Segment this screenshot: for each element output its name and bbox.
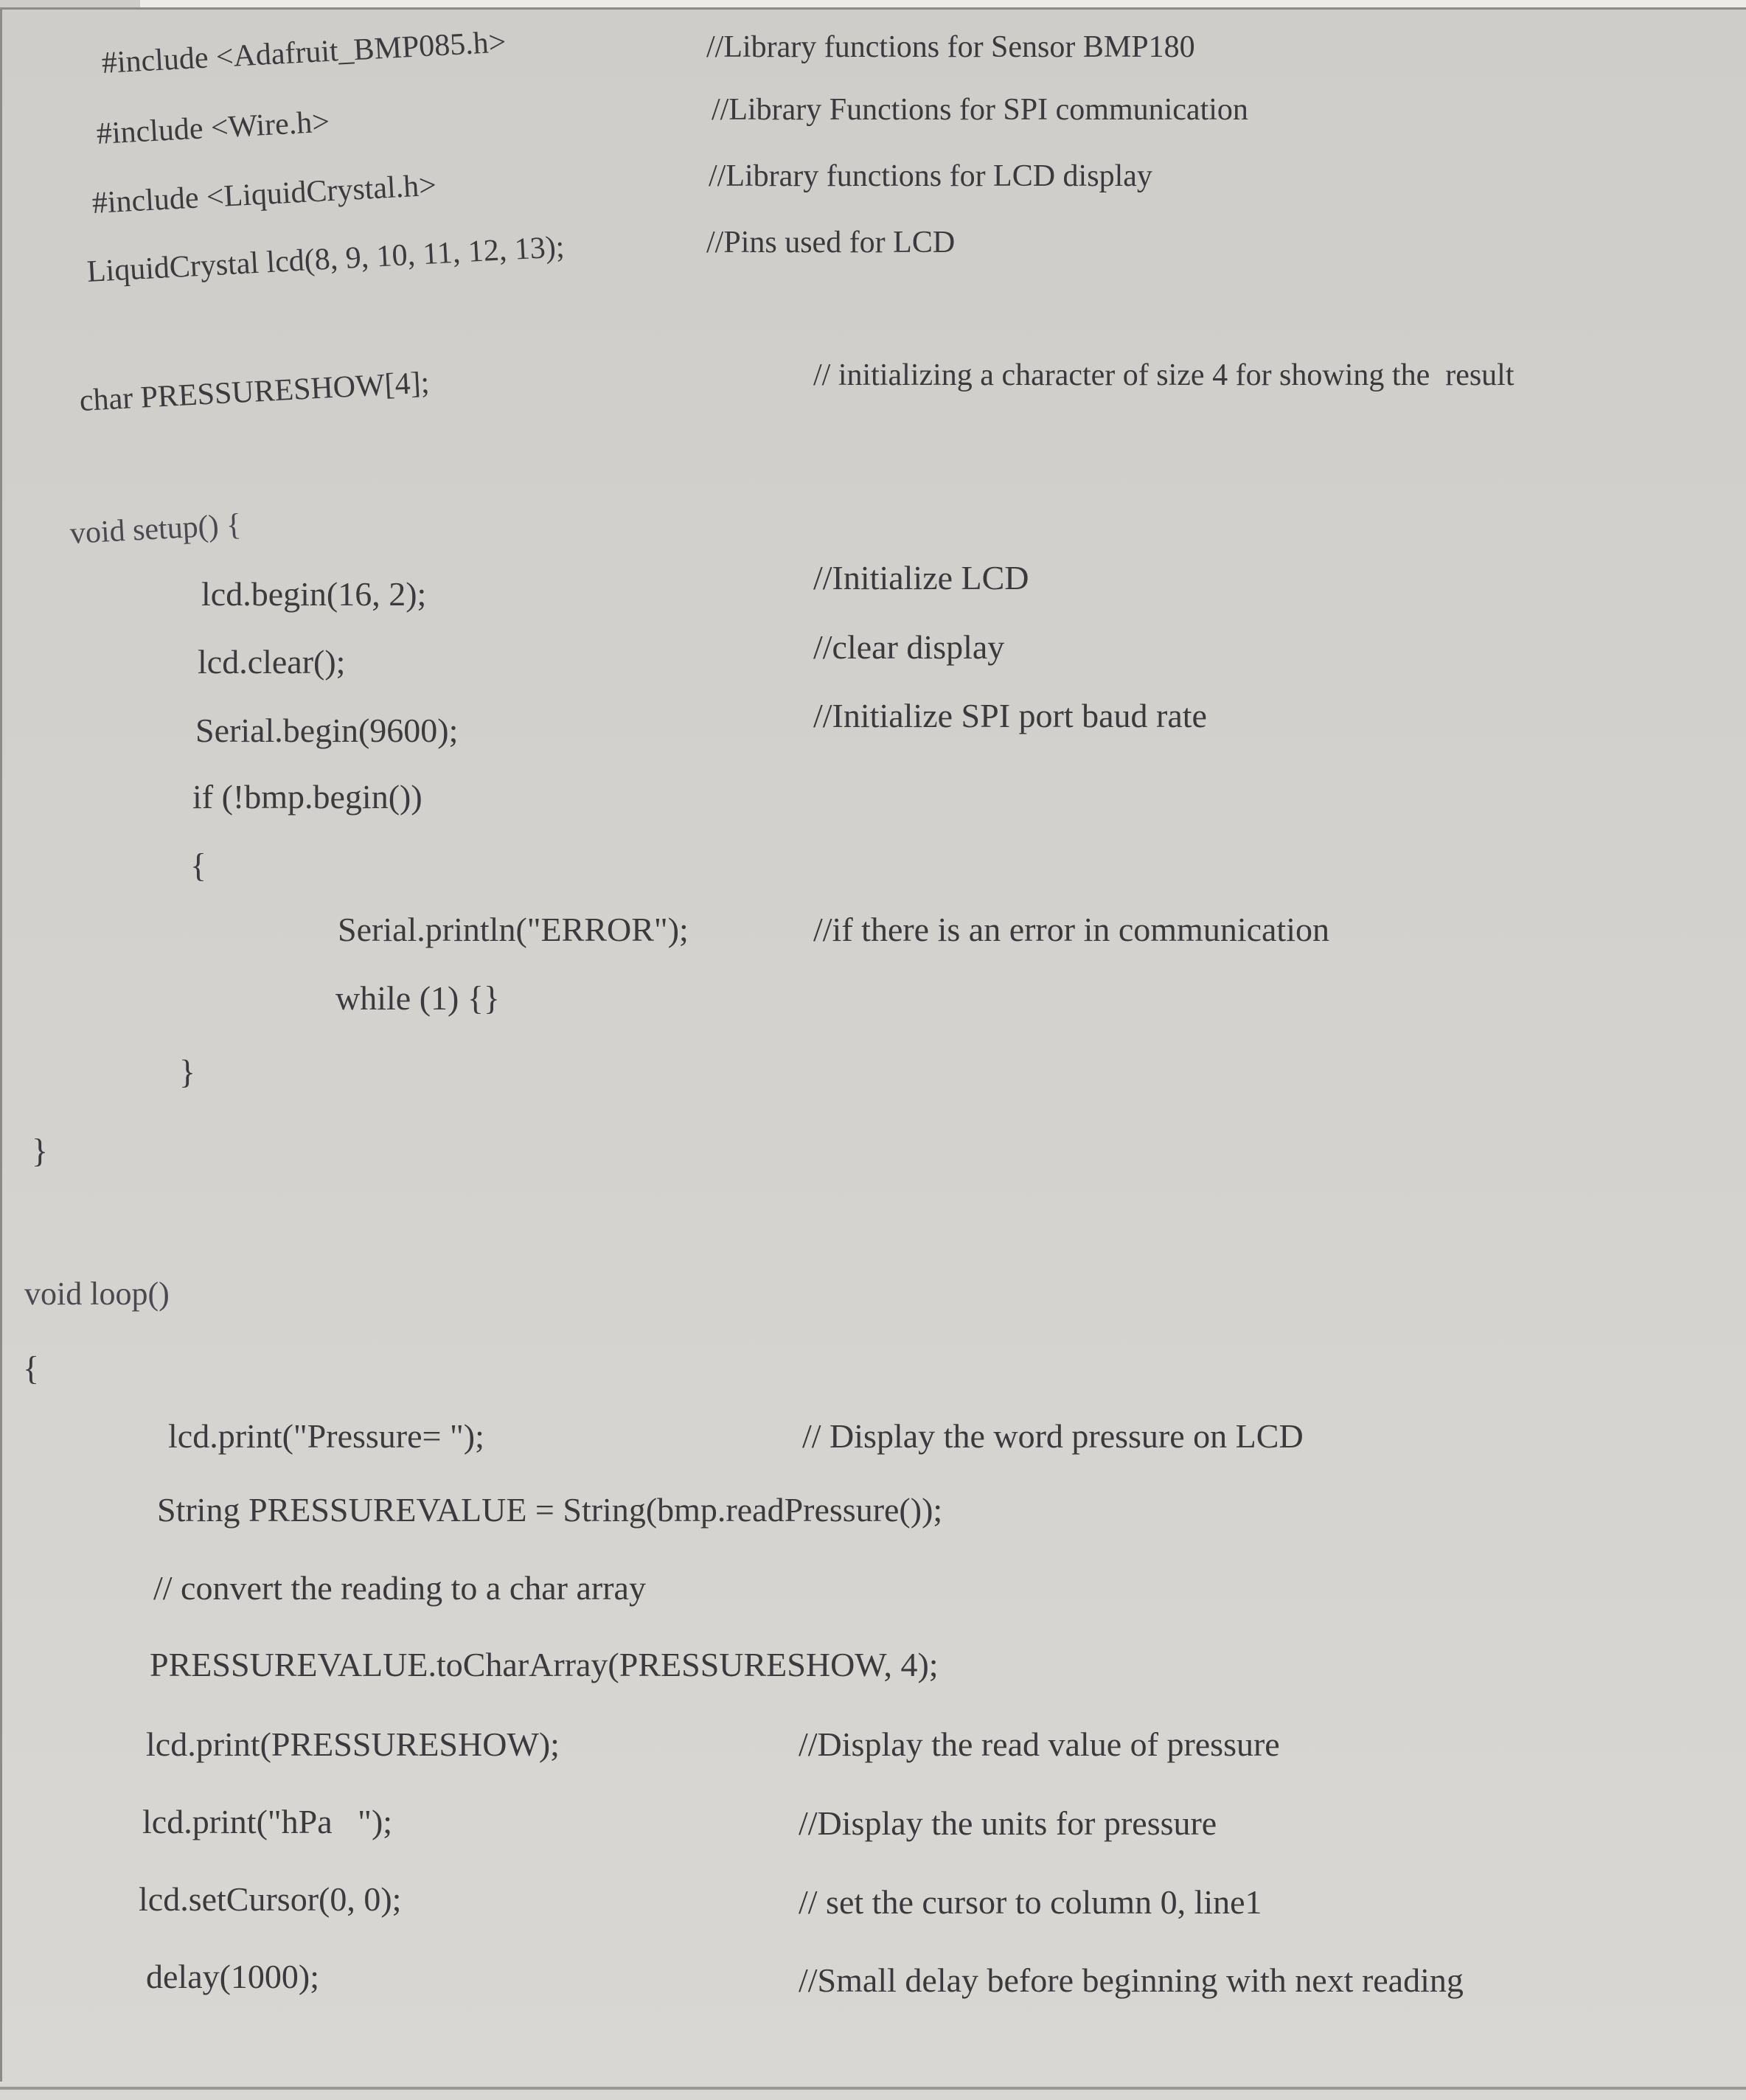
code-line-loop-signature: void loop() — [24, 1276, 170, 1312]
code-line-lcd-print-hpa: lcd.print("hPa "); — [142, 1803, 393, 1840]
code-line-include-adafruit: #include <Adafruit_BMP085.h> — [100, 25, 507, 80]
code-comment-clear-display: //clear display — [813, 628, 1005, 666]
code-line-delay: delay(1000); — [146, 1958, 320, 1995]
code-line-lcd-clear: lcd.clear(); — [198, 643, 346, 681]
code-comment-lcd-pins: //Pins used for LCD — [706, 226, 956, 260]
page-bottom-rule — [0, 2087, 1746, 2090]
code-comment-library-bmp180: //Library functions for Sensor BMP180 — [706, 30, 1195, 64]
code-comment-initialize-lcd: //Initialize LCD — [813, 559, 1029, 597]
code-listing — [0, 7, 1746, 2082]
code-comment-display-pressure-word: // Display the word pressure on LCD — [802, 1417, 1304, 1455]
code-comment-display-pressure-value: //Display the read value of pressure — [799, 1725, 1280, 1763]
code-comment-char-init: // initializing a character of size 4 for showing the result — [813, 358, 1514, 392]
code-line-open-brace-loop: { — [23, 1349, 40, 1387]
code-line-lcd-print-pressure: lcd.print("Pressure= "); — [168, 1417, 484, 1455]
code-line-string-pressurevalue: String PRESSUREVALUE = String(bmp.readPressure()); — [157, 1491, 943, 1529]
code-line-if-bmp-begin: if (!bmp.begin()) — [192, 778, 422, 816]
code-line-include-liquidcrystal: #include <LiquidCrystal.h> — [91, 168, 437, 220]
code-comment-set-cursor: // set the cursor to column 0, line1 — [799, 1883, 1262, 1921]
code-comment-baud-rate: //Initialize SPI port baud rate — [813, 697, 1207, 734]
code-comment-lcd-library: //Library functions for LCD display — [709, 159, 1152, 193]
code-line-lcd-begin: lcd.begin(16, 2); — [201, 575, 427, 613]
code-comment-communication-error: //if there is an error in communication — [813, 911, 1329, 948]
code-line-open-brace-if: { — [190, 846, 207, 884]
code-line-while-loop: while (1) {} — [335, 979, 500, 1017]
code-comment-convert-char-array: // convert the reading to a char array — [153, 1569, 646, 1607]
code-line-to-char-array: PRESSUREVALUE.toCharArray(PRESSURESHOW, 4); — [150, 1646, 939, 1683]
code-comment-display-units: //Display the units for pressure — [799, 1804, 1217, 1842]
code-line-close-brace-if: } — [179, 1053, 196, 1091]
code-line-close-brace-setup: } — [32, 1132, 49, 1169]
code-line-char-declaration: char PRESSURESHOW[4]; — [78, 366, 431, 418]
code-line-lcd-print-pressureshow: lcd.print(PRESSURESHOW); — [146, 1725, 560, 1763]
code-line-lcd-declaration: LiquidCrystal lcd(8, 9, 10, 11, 12, 13); — [86, 230, 566, 289]
code-line-include-wire: #include <Wire.h> — [95, 105, 331, 151]
code-line-serial-println-error: Serial.println("ERROR"); — [338, 911, 689, 948]
code-line-serial-begin: Serial.begin(9600); — [195, 712, 459, 749]
code-comment-spi-library: //Library Functions for SPI communication — [712, 93, 1248, 127]
code-line-setup-signature: void setup() { — [69, 507, 243, 551]
page-top-strip — [140, 0, 1746, 7]
code-comment-small-delay: //Small delay before beginning with next reading — [799, 1961, 1464, 1999]
code-line-lcd-set-cursor: lcd.setCursor(0, 0); — [139, 1880, 402, 1918]
